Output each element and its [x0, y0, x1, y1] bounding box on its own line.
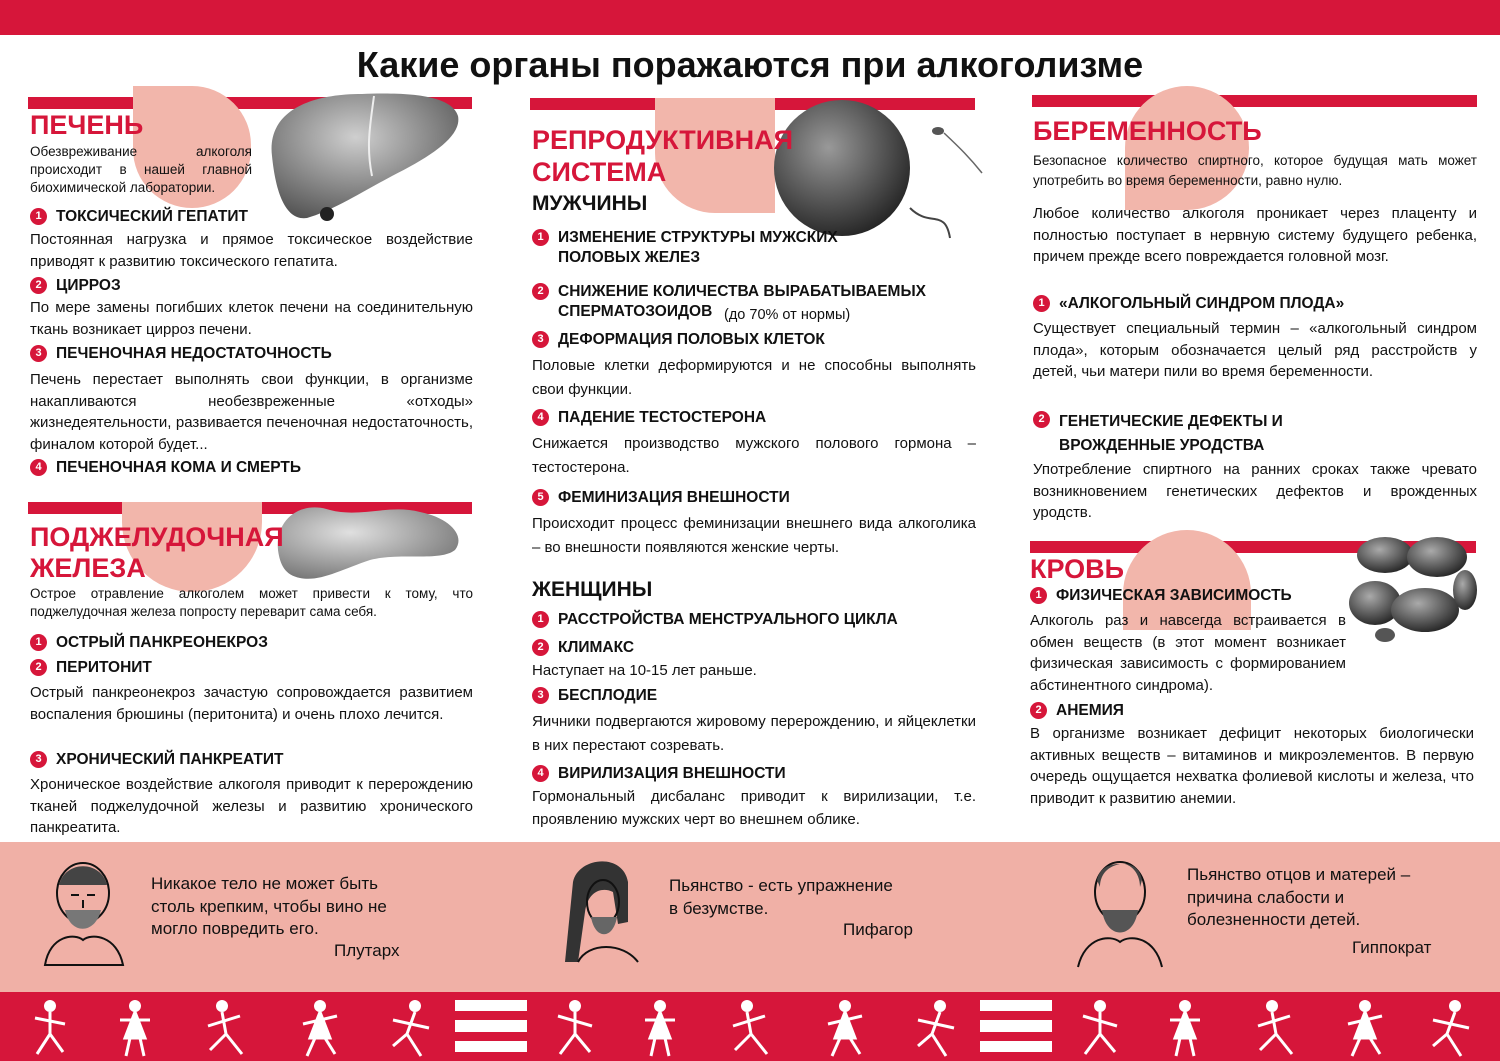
blood-item-2: 2 АНЕМИЯ [1030, 701, 1356, 721]
women-item-3-text: Яичники подвергаются жировому перерождению, и яйцеклетки в них перестают созревать. [532, 713, 976, 754]
men-item-2: 2 СНИЖЕНИЕ КОЛИЧЕСТВА ВЫРАБАТЫВАЕМЫХ СПЕРМАТОЗОИДОВ [532, 282, 978, 322]
stripe [980, 1032, 1052, 1041]
women-subheading: ЖЕНЩИНЫ [532, 578, 653, 601]
text-wrap-spacer [1346, 610, 1476, 654]
plutarch-portrait [35, 855, 130, 970]
pancreas-item-3: 3 ХРОНИЧЕСКИЙ ПАНКРЕАТИТ [30, 750, 496, 770]
figure-icon [1160, 998, 1210, 1058]
figure-icon [295, 998, 345, 1058]
women-item-1: 1 РАССТРОЙСТВА МЕНСТРУАЛЬНОГО ЦИКЛА [532, 610, 978, 630]
men-item-2-note: (до 70% от нормы) [724, 307, 851, 323]
pancreas-heading-1: ПОДЖЕЛУДОЧНАЯ [30, 522, 284, 552]
women-item-2-text: Наступает на 10-15 лет раньше. [532, 662, 757, 679]
quote-1-text: Никакое тело не может быть столь крепким, чтобы вино не могло повредить его. [151, 874, 387, 938]
decor-blob [1125, 86, 1249, 210]
pregnancy-intro-2: Любое количество алкоголя проникает через плаценту и полностью поступает в нервную систему будущего ребенка, причем прежде всего повреждается головной мозг. [1033, 205, 1477, 265]
figure-icon [1340, 998, 1390, 1058]
quote-3-author: Гиппократ [1352, 938, 1432, 957]
men-item-4: 4 ПАДЕНИЕ ТЕСТОСТЕРОНА [532, 408, 978, 428]
women-item-4-text: Гормональный дисбаланс приводит к вирилизации, т.е. проявлению мужских черт во внешнем облике. [532, 788, 976, 828]
figure-icon [550, 998, 600, 1058]
liver-item-2-text: По мере замены погибших клеток печени на соединительную ткань возникает цирроз печени. [30, 299, 473, 338]
pregnancy-item-2: 2 ГЕНЕТИЧЕСКИЕ ДЕФЕКТЫ И ВРОЖДЕННЫЕ УРОДСТВА [1033, 410, 1359, 458]
pancreas-item-2-text: Острый панкреонекроз зачастую сопровождается развитием воспаления брюшины (перитонита) и очень плохо лечится. [30, 684, 473, 723]
quote-2-author: Пифагор [843, 920, 913, 939]
pregnancy-intro-1: Безопасное количество спиртного, которое будущая мать может употребить во время беременности, равно нулю. [1033, 153, 1477, 188]
men-item-1: 1 ИЗМЕНЕНИЕ СТРУКТУРЫ МУЖСКИХ ПОЛОВЫХ ЖЕЛЕЗ [532, 228, 898, 268]
quote-1-author: Плутарх [334, 941, 400, 960]
pregnancy-item-1-text: Существует специальный термин – «алкогольный синдром плода», которым обозначается целый ряд расстройств у детей, чьи матери пили во время беременности. [1033, 320, 1477, 380]
blood-item-1: 1 ФИЗИЧЕСКАЯ ЗАВИСИМОСТЬ [1030, 586, 1356, 606]
figure-icon [385, 998, 435, 1058]
men-item-5: 5 ФЕМИНИЗАЦИЯ ВНЕШНОСТИ [532, 488, 978, 508]
figure-icon [110, 998, 160, 1058]
figure-icon [820, 998, 870, 1058]
liver-item-4: 4 ПЕЧЕНОЧНАЯ КОМА И СМЕРТЬ [30, 458, 496, 478]
men-item-3: 3 ДЕФОРМАЦИЯ ПОЛОВЫХ КЛЕТОК [532, 330, 978, 350]
stripe [455, 1032, 527, 1041]
blood-item-2-text: В организме возникает дефицит некоторых биологически активных веществ – витаминов и микроэлементов. В первую очередь ощущается нехватка фолиевой кислоты и железа, что приводит к развитию анемии. [1030, 725, 1474, 807]
liver-intro: Обезвреживание алкоголя происходит в нашей главной биохимической лаборатории. [30, 144, 252, 195]
liver-heading: ПЕЧЕНЬ [30, 110, 144, 140]
top-banner [0, 0, 1500, 35]
pancreas-item-2: 2 ПЕРИТОНИТ [30, 658, 496, 678]
pancreas-item-1: 1 ОСТРЫЙ ПАНКРЕОНЕКРОЗ [30, 633, 496, 653]
liver-item-1-text: Постоянная нагрузка и прямое токсическое воздействие приводят к развитию токсического гепатита. [30, 231, 473, 270]
quote-2-text: Пьянство - есть упражнение в безумстве. [669, 876, 893, 918]
egg-cell-illustration [770, 98, 985, 248]
liver-item-1: 1 ТОКСИЧЕСКИЙ ГЕПАТИТ [30, 207, 496, 227]
men-item-4-text: Снижается производство мужского полового гормона – тестостерона. [532, 435, 976, 476]
men-subheading: МУЖЧИНЫ [532, 192, 648, 215]
stripe [980, 1011, 1052, 1020]
women-item-2: 2 КЛИМАКС [532, 638, 978, 658]
stripe-block [980, 1000, 1052, 1052]
pancreas-intro: Острое отравление алкоголем может привести к тому, что поджелудочная железа попросту переварит сама себя. [30, 586, 473, 619]
figure-icon [200, 998, 250, 1058]
pythagoras-portrait [553, 852, 648, 970]
stripe-block [455, 1000, 527, 1052]
liver-illustration [262, 86, 462, 226]
men-item-5-text: Происходит процесс феминизации внешнего вида алкоголика – во внешности появляются женские черты. [532, 515, 976, 556]
liver-item-3: 3 ПЕЧЕНОЧНАЯ НЕДОСТАТОЧНОСТЬ [30, 344, 496, 364]
pancreas-item-3-text: Хроническое воздействие алкоголя приводит к перерождению тканей поджелудочной железы и развитию хронического панкреатита. [30, 776, 473, 836]
women-item-4: 4 ВИРИЛИЗАЦИЯ ВНЕШНОСТИ [532, 764, 978, 784]
pancreas-heading-2: ЖЕЛЕЗА [30, 553, 146, 583]
stripe [455, 1011, 527, 1020]
blood-heading: КРОВЬ [1030, 554, 1125, 584]
repro-heading-2: СИСТЕМА [532, 157, 667, 187]
liver-item-3-text: Печень перестает выполнять свои функции, в организме накапливаются необезвреженные «отходы» жизнедеятельности, развивается печеночная недостаточность, финалом которой будет... [30, 371, 473, 453]
figure-icon [1250, 998, 1300, 1058]
figure-icon [635, 998, 685, 1058]
figure-icon [725, 998, 775, 1058]
figure-icon [25, 998, 75, 1058]
decor-blob [655, 98, 775, 213]
section-rule [1032, 95, 1477, 107]
quote-3-text: Пьянство отцов и матерей – причина слабости и болезненности детей. [1187, 865, 1411, 929]
figure-icon [1425, 998, 1475, 1058]
hippocrates-portrait [1070, 852, 1170, 972]
pregnancy-item-2-text: Употребление спиртного на ранних сроках также чревато возникновением генетических дефектов и врожденных уродств. [1033, 461, 1477, 521]
blood-item-1-text: Алкоголь раз и навсегда встраивается в обмен веществ (в этот момент возникает физическая зависимость с формированием абстинентного синдрома). [1030, 610, 1476, 696]
figure-icon [910, 998, 960, 1058]
pregnancy-heading: БЕРЕМЕННОСТЬ [1033, 116, 1262, 146]
repro-heading-1: РЕПРОДУКТИВНАЯ [532, 125, 794, 155]
pancreas-illustration [270, 490, 470, 585]
men-item-3-text: Половые клетки деформируются и не способны выполнять свои функции. [532, 357, 976, 398]
liver-item-2: 2 ЦИРРОЗ [30, 276, 496, 296]
page-title: Какие органы поражаются при алкоголизме [356, 44, 1144, 85]
pregnancy-item-1: 1 «АЛКОГОЛЬНЫЙ СИНДРОМ ПЛОДА» [1033, 294, 1479, 314]
women-item-3: 3 БЕСПЛОДИЕ [532, 686, 978, 706]
figure-icon [1075, 998, 1125, 1058]
